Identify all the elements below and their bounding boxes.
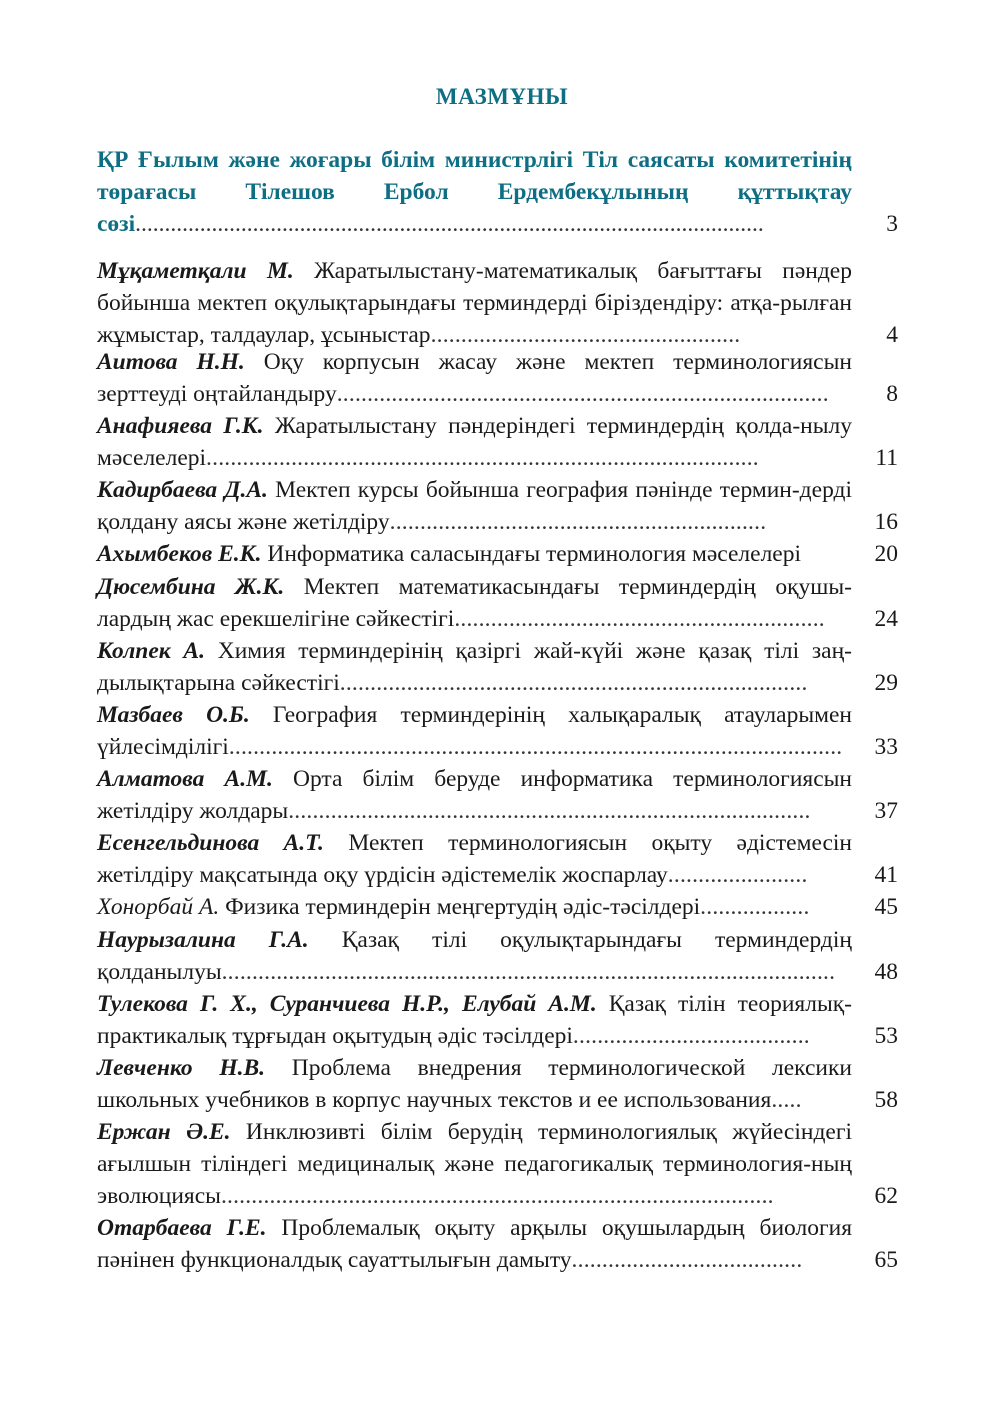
toc-entry xyxy=(97,1212,852,1276)
toc-entry-page: 20 xyxy=(874,541,898,567)
toc-entry xyxy=(97,827,852,891)
toc-entry-author: Мұқаметқали М. xyxy=(97,258,294,284)
toc-entry-title: Химия терминдерінің қазіргі жай-күйі және қазақ тілі заң-дылықтарына сәйкестігі xyxy=(97,638,852,696)
toc-entry xyxy=(97,635,852,699)
toc-entry-title: Мектеп математикасындағы терминдердің оқушы-лардың жас ерекшелігіне сәйкестігі xyxy=(97,574,852,632)
toc-entry-dots: ....................... xyxy=(667,862,808,888)
toc-entry-title: География терминдерінің халықаралық атауларымен үйлесімділігі xyxy=(97,702,852,760)
toc-entry xyxy=(97,699,852,763)
toc-entry-dots: ........................................................................................... xyxy=(220,1183,774,1209)
lead-entry-page: 3 xyxy=(886,211,898,237)
toc-entry-dots: .............................................................. xyxy=(389,509,767,535)
toc-entry-author: Ержан Ә.Е. xyxy=(97,1119,231,1145)
lead-entry-dots: ........................................................................................................... xyxy=(135,211,764,237)
toc-entry-page: 41 xyxy=(874,862,898,888)
toc-entry-title: Жаратылыстану пәндеріндегі терминдердің қолда-нылу мәселелері xyxy=(97,413,852,471)
toc-entry-author: Аитова Н.Н. xyxy=(97,349,245,375)
toc-entry-page: 62 xyxy=(874,1183,898,1209)
toc-entry-dots: ..... xyxy=(771,1087,802,1113)
lead-entry-text: ҚР Ғылым және жоғары білім министрлігі Тіл саясаты комитетінің төрағасы Тілешов Ербол Ердембекұлының құттықтау сөзі xyxy=(97,147,852,237)
toc-entry xyxy=(97,924,852,988)
toc-entry-author: Хонорбай А. xyxy=(97,894,220,920)
toc-entry-dots: ................................................................................. xyxy=(336,381,829,407)
toc-entry-title: Инклюзивті білім берудің терминологиялық жүйесіндегі ағылшын тіліндегі медициналық және педагогикалық терминология-ның эволюциясы xyxy=(97,1119,852,1209)
toc-entry xyxy=(97,1116,852,1212)
toc-entry-title: Мектеп курсы бойынша география пәнінде термин-дерді қолдану аясы және жетілдіру xyxy=(97,477,852,535)
lead-entry xyxy=(97,144,852,240)
toc-entry-page: 4 xyxy=(886,322,898,348)
toc-entry-author: Тулекова Г. Х., Сурaнчиева Н.Р., Елубай А.М. xyxy=(97,991,597,1017)
toc-entry-dots: ............................................................. xyxy=(454,606,825,632)
toc-entry-dots: ..................................................................................................... xyxy=(221,959,836,985)
toc-entry-page: 11 xyxy=(875,445,898,471)
toc-entry-author: Левченко Н.В. xyxy=(97,1055,266,1081)
toc-entry xyxy=(97,474,852,538)
toc-entry xyxy=(97,571,852,635)
toc-entry-title: Қазақ тілін теориялық-практикалық тұрғыдан оқытудың әдіс тәсілдері xyxy=(97,991,852,1049)
toc-entry-author: Дюсембина Ж.К. xyxy=(97,574,285,600)
toc-entry xyxy=(97,538,852,570)
toc-entry-author: Колпек А. xyxy=(97,638,205,664)
toc-entry xyxy=(97,1052,852,1116)
toc-entry-author: Анафияева Г.К. xyxy=(97,413,264,439)
toc-entry-author: Кадирбаева Д.А. xyxy=(97,477,268,503)
toc-entry-title: Мектеп терминологиясын оқыту әдістемесін жетілдіру мақсатында оқу үрдісін әдістемелік жоспарлау xyxy=(97,830,853,888)
toc-entry-title: Қазақ тілі оқулықтарындағы терминдердің қолданылуы xyxy=(97,927,852,985)
toc-entry-dots: ........................................................................................... xyxy=(206,445,759,471)
toc-entry xyxy=(97,255,852,351)
toc-entry-page: 33 xyxy=(874,734,898,760)
toc-entry-page: 8 xyxy=(886,381,898,407)
toc-entry-title: Проблемалық оқыту арқылы оқушылардың биология пәнінен функционалдық сауаттылығын дамыту xyxy=(97,1215,852,1273)
toc-entry-page: 58 xyxy=(874,1087,898,1113)
toc-entry-author: Есенгельдинова А.Т. xyxy=(97,830,324,856)
toc-entry-dots: ....................................... xyxy=(572,1023,810,1049)
toc-entry-title: Проблема внедрения терминологической лексики школьных учебников в корпус научных текстов и ее использования xyxy=(97,1055,852,1113)
toc-entry-page: 16 xyxy=(874,509,898,535)
toc-entry-page: 24 xyxy=(874,606,898,632)
toc-entry-title: Физика терминдерін меңгертудің әдіс-тәсілдері xyxy=(219,894,701,920)
toc-entry-page: 65 xyxy=(874,1247,898,1273)
toc-entry-title: Жаратылыстану-математикалық бағыттағы пәндер бойынша мектеп оқулықтарындағы терминдерді біріздендіру: атқа-рылған жұмыстар, талдаулар, ұсыныстар xyxy=(97,258,852,348)
toc-entry xyxy=(97,346,852,410)
toc-entry-page: 29 xyxy=(874,670,898,696)
toc-entry-dots: ............................................................................. xyxy=(339,670,808,696)
toc-entry-title: Орта білім беруде информатика терминологиясын жетілдіру жолдары xyxy=(97,766,852,824)
toc-entry-title: Оқу корпусын жасау және мектеп терминологиясын зерттеуді оңтайландыру xyxy=(97,349,852,407)
toc-entry-dots: ...................................................................................... xyxy=(288,798,811,824)
toc-entry-author: Ахымбеков Е.К. xyxy=(97,541,262,567)
toc-entry xyxy=(97,891,852,923)
toc-entry xyxy=(97,988,852,1052)
toc-entry-page: 53 xyxy=(874,1023,898,1049)
toc-entry-author: Алматова А.М. xyxy=(97,766,273,792)
toc-entry-page: 45 xyxy=(874,894,898,920)
toc-entry-dots: ...................................... xyxy=(571,1247,803,1273)
toc-entry-dots: ..................................................................................................... xyxy=(228,734,843,760)
toc-entry-page: 48 xyxy=(874,959,898,985)
toc-entry-author: Отарбаева Г.Е. xyxy=(97,1215,267,1241)
toc-entry-dots: ................................................... xyxy=(430,322,741,348)
toc-entry-dots: .................. xyxy=(700,894,810,920)
page-title: МАЗМҰНЫ xyxy=(435,84,569,109)
toc-entry-page: 37 xyxy=(874,798,898,824)
toc-entry xyxy=(97,410,852,474)
toc-entry xyxy=(97,763,852,827)
toc-entry-author: Мазбаев О.Б. xyxy=(97,702,250,728)
toc-entry-author: Наурызалина Г.А. xyxy=(97,927,309,953)
toc-entry-title: Информатика саласындағы терминология мәселелері xyxy=(261,541,802,567)
